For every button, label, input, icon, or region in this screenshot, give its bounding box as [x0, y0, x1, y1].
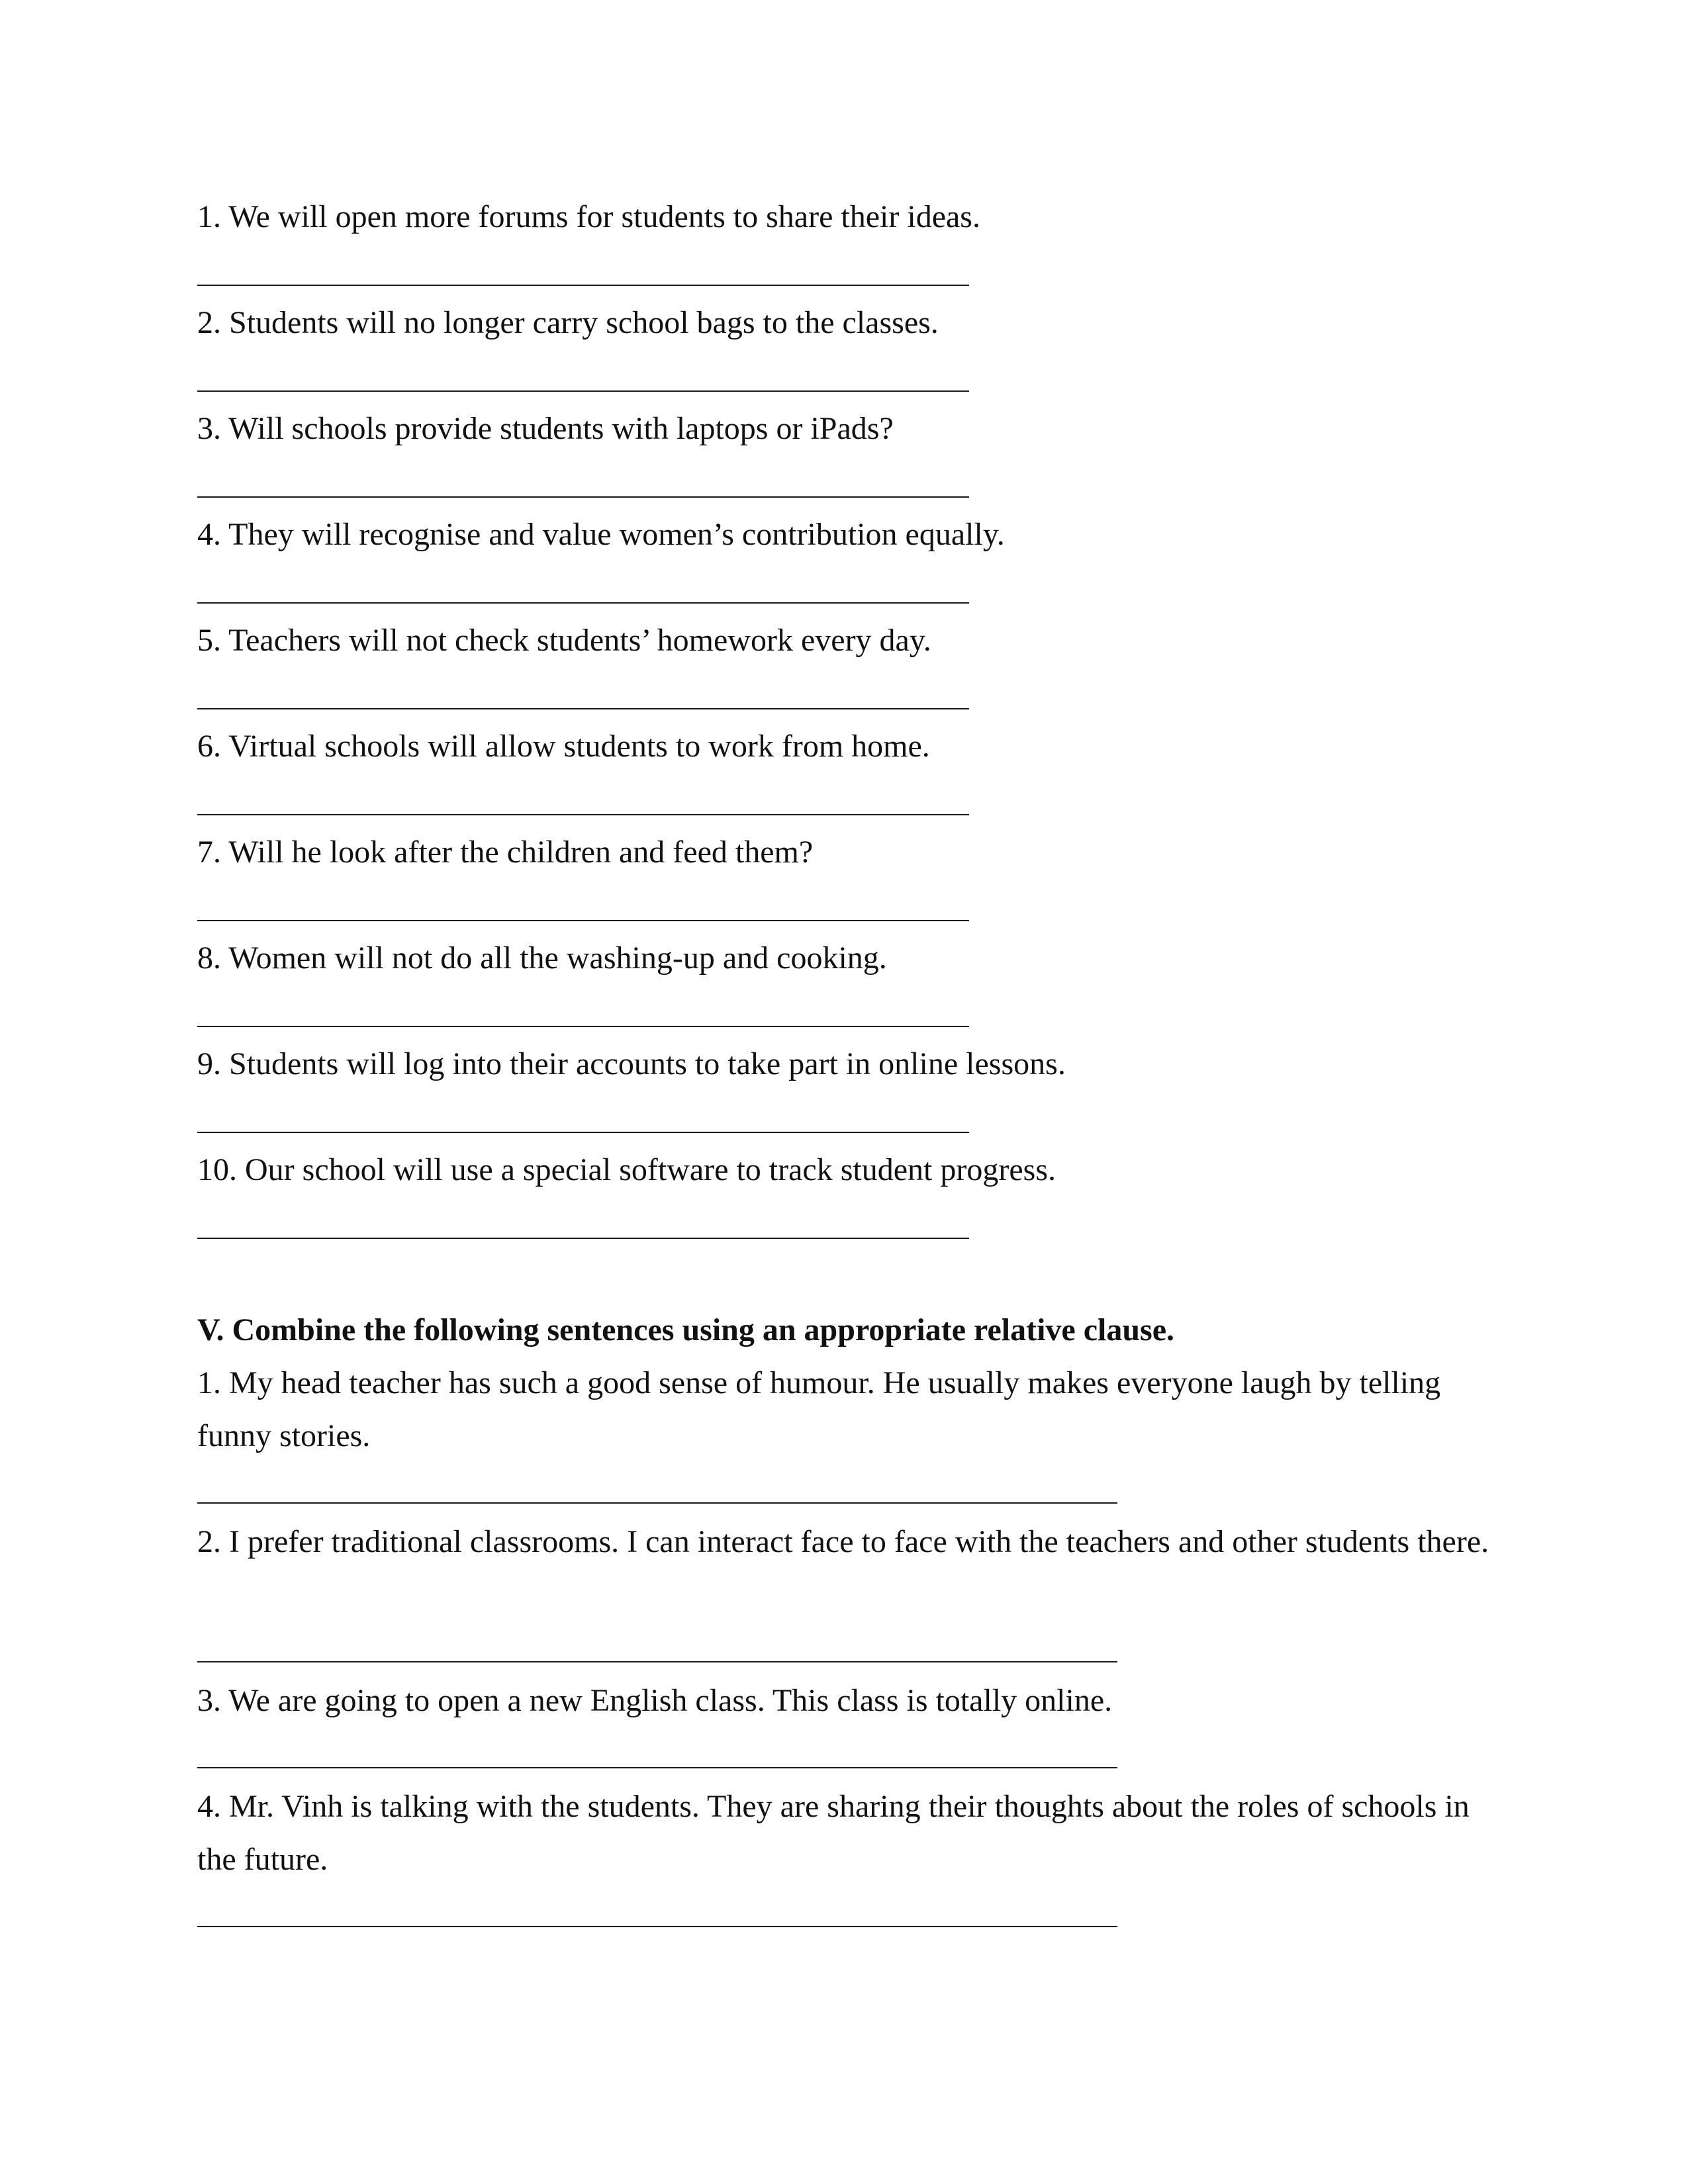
answer-line-4[interactable] [197, 602, 969, 604]
combine-item-4: 4. Mr. Vinh is talking with the students. They are sharing their thoughts about the roles of schools in the future. [197, 1789, 1470, 1877]
answer-line-5[interactable] [197, 708, 969, 709]
answer-line-7[interactable] [197, 920, 969, 921]
combine-answer-line-4[interactable] [197, 1926, 1117, 1927]
sentence-item-3: 3. Will schools provide students with laptops or iPads? [197, 411, 894, 446]
sentence-item-5: 5. Teachers will not check students’ homework every day. [197, 623, 931, 658]
combine-item-1: 1. My head teacher has such a good sense of humour. He usually makes everyone laugh by telling funny stories. [197, 1365, 1441, 1453]
answer-line-2[interactable] [197, 390, 969, 392]
sentence-item-10: 10. Our school will use a special software to track student progress. [197, 1152, 1056, 1187]
sentence-item-6: 6. Virtual schools will allow students to work from home. [197, 729, 930, 764]
sentence-item-1: 1. We will open more forums for students to share their ideas. [197, 199, 980, 234]
answer-line-6[interactable] [197, 814, 969, 815]
sentence-item-9: 9. Students will log into their accounts to take part in online lessons. [197, 1046, 1066, 1081]
sentence-item-8: 8. Women will not do all the washing-up and cooking. [197, 940, 887, 976]
answer-line-8[interactable] [197, 1026, 969, 1027]
combine-item-3: 3. We are going to open a new English class. This class is totally online. [197, 1683, 1113, 1718]
sentence-item-4: 4. They will recognise and value women’s contribution equally. [197, 517, 1005, 552]
sentence-item-7: 7. Will he look after the children and feed them? [197, 835, 814, 870]
combine-item-2: 2. I prefer traditional classrooms. I can interact face to face with the teachers and other students there. [197, 1524, 1489, 1559]
answer-line-10[interactable] [197, 1238, 969, 1239]
combine-answer-line-2[interactable] [197, 1661, 1117, 1662]
answer-line-1[interactable] [197, 285, 969, 286]
combine-answer-line-1[interactable] [197, 1502, 1117, 1504]
section-v-heading: V. Combine the following sentences using an appropriate relative clause. [197, 1312, 1175, 1347]
combine-answer-line-3[interactable] [197, 1767, 1117, 1768]
sentence-item-2: 2. Students will no longer carry school bags to the classes. [197, 305, 939, 340]
answer-line-3[interactable] [197, 496, 969, 498]
answer-line-9[interactable] [197, 1132, 969, 1133]
